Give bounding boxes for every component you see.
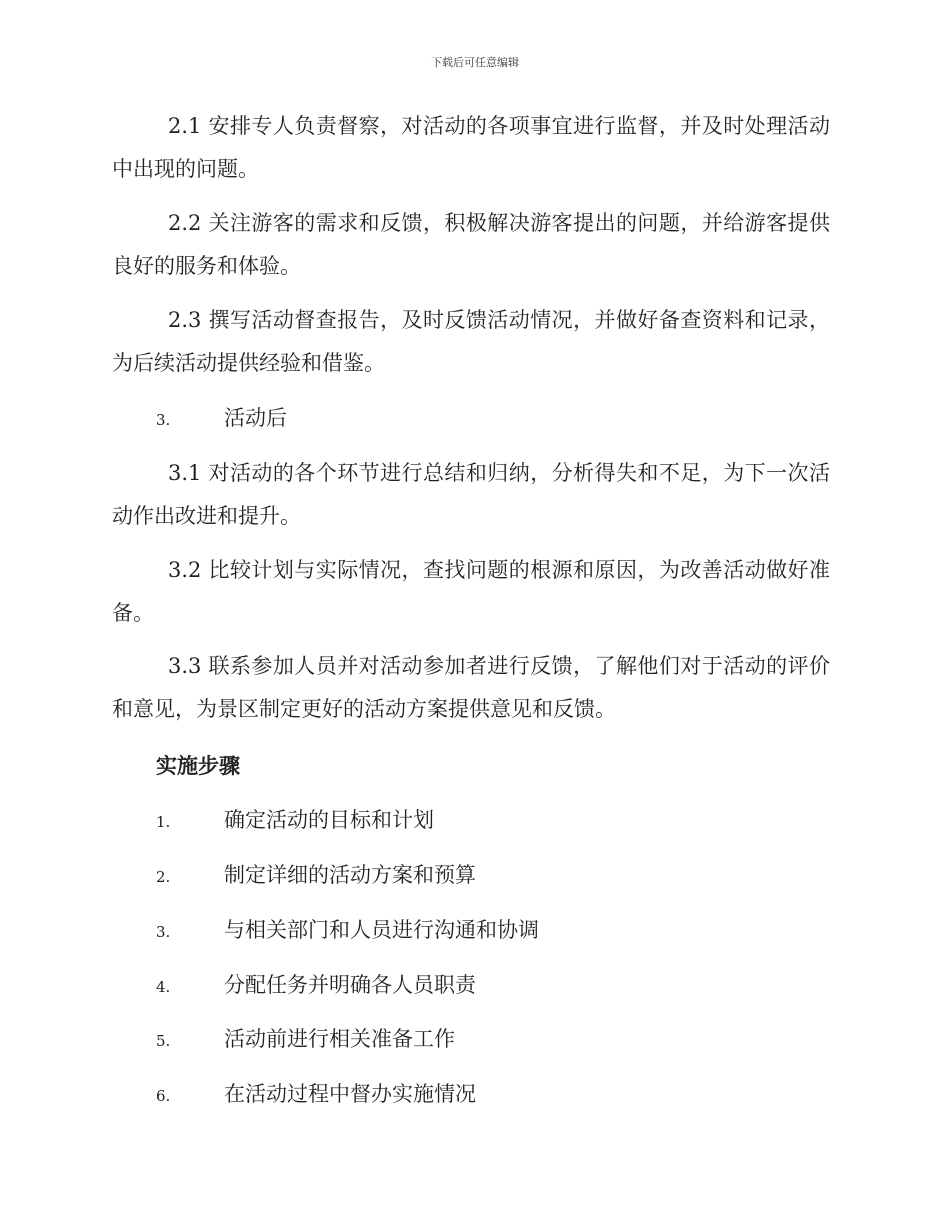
list-label: 与相关部门和人员进行沟通和协调 (224, 918, 539, 942)
paragraph-2-1: 2.1 安排专人负责督察，对活动的各项事宜进行监督，并及时处理活动中出现的问题。 (112, 114, 830, 181)
list-label: 活动后 (224, 406, 287, 430)
list-label: 确定活动的目标和计划 (224, 808, 434, 832)
list-number: 2. (156, 868, 171, 886)
list-label: 分配任务并明确各人员职责 (224, 973, 476, 997)
list-label: 在活动过程中督办实施情况 (224, 1082, 476, 1106)
paragraph-2-2: 2.2 关注游客的需求和反馈，积极解决游客提出的问题，并给游客提供良好的服务和体验。 (112, 211, 830, 278)
list-number: 3. (156, 923, 171, 941)
paragraph-3-2: 3.2 比较计划与实际情况，查找问题的根源和原因，为改善活动做好准备。 (112, 558, 830, 625)
list-item (156, 1024, 455, 1056)
list-item (156, 970, 476, 1002)
list-number: 6. (156, 1087, 171, 1105)
section-3-item (156, 403, 287, 435)
list-number: 5. (156, 1032, 171, 1050)
list-label: 活动前进行相关准备工作 (224, 1027, 455, 1051)
page-header: 下载后可任意编辑 (431, 56, 519, 69)
list-number: 3. (156, 411, 171, 429)
list-number: 4. (156, 978, 171, 996)
list-item (156, 805, 434, 837)
list-number: 1. (156, 813, 171, 831)
list-item (156, 860, 476, 892)
paragraph-3-1: 3.1 对活动的各个环节进行总结和归纳，分析得失和不足，为下一次活动作出改进和提升。 (112, 461, 830, 528)
paragraph-3-3: 3.3 联系参加人员并对活动参加者进行反馈，了解他们对于活动的评价和意见，为景区制定更好的活动方案提供意见和反馈。 (112, 654, 830, 721)
list-label: 制定详细的活动方案和预算 (224, 863, 476, 887)
paragraph-2-3: 2.3 撰写活动督查报告，及时反馈活动情况，并做好备查资料和记录，为后续活动提供经验和借鉴。 (112, 308, 830, 375)
section-heading: 实施步骤 (156, 753, 240, 778)
list-item (156, 915, 539, 947)
list-item (156, 1079, 476, 1111)
